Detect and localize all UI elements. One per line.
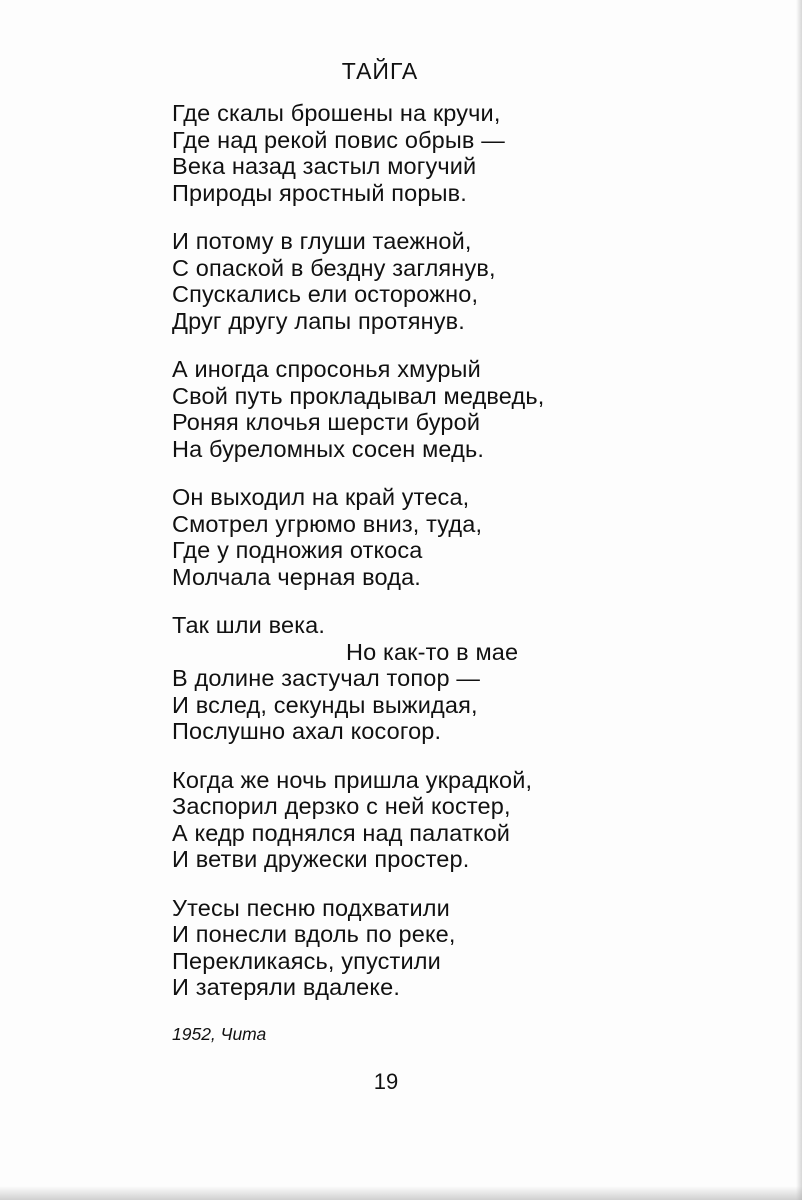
poem-title: ТАЙГА xyxy=(341,58,419,84)
poem-line: С опаской в бездну заглянув, xyxy=(172,254,496,281)
poem-line: Послушно ахал косогор. xyxy=(172,718,442,744)
poem-line: И вслед, секунды выжидая, xyxy=(172,691,478,718)
poem-line: Когда же ночь пришла украдкой, xyxy=(172,766,533,793)
poem-line: Он выходил на край утеса, xyxy=(172,484,470,510)
poem-line: И ветви дружески простер. xyxy=(172,846,470,872)
poem-line: Друг другу лапы протянув. xyxy=(172,307,465,334)
poem-line: Спускались ели осторожно, xyxy=(172,281,479,307)
poem-line: Заспорил дерзко с ней костер, xyxy=(172,793,511,819)
poem-line-indented: Но как-то в мае xyxy=(346,638,519,665)
poem-line: Смотрел угрюмо вниз, туда, xyxy=(172,510,483,537)
poem-line: Так шли века. xyxy=(172,612,326,638)
poem-line: Перекликаясь, упустили xyxy=(172,947,441,974)
stanza-4 xyxy=(172,484,692,590)
poem-line: А кедр поднялся над палаткой xyxy=(172,819,511,846)
poem-line: В долине застучал топор — xyxy=(172,665,481,691)
stanza-1 xyxy=(172,100,692,206)
poem-line: Утесы песню подхватили xyxy=(172,894,450,921)
page-edge-shadow xyxy=(796,0,802,1200)
poem-line: А иногда спросонья хмурый xyxy=(172,356,481,382)
poem-date-place: 1952, Чита xyxy=(172,1024,267,1044)
poem-line: Века назад застыл могучий xyxy=(172,153,477,179)
stanza-2 xyxy=(172,228,692,334)
poem-line: Где у подножия откоса xyxy=(172,537,423,563)
poem-line: Где над рекой повис обрыв — xyxy=(172,126,505,153)
poem-line: Роняя клочья шерсти бурой xyxy=(172,409,481,435)
page-bottom-shadow xyxy=(0,1186,802,1200)
stanza-3 xyxy=(172,356,692,462)
poem-line: Молчала черная вода. xyxy=(172,563,421,590)
page-number: 19 xyxy=(373,1069,399,1094)
poem-line: И понесли вдоль по реке, xyxy=(172,921,456,947)
poem-line: Где скалы брошены на кручи, xyxy=(172,100,501,126)
poem-line: На буреломных сосен медь. xyxy=(172,435,485,462)
stanza-5 xyxy=(172,612,692,745)
poem-line: И потому в глуши таежной, xyxy=(172,228,472,254)
poem-line: Свой путь прокладывал медведь, xyxy=(172,382,545,409)
poem-body xyxy=(172,100,692,1023)
poem-line: Природы яростный порыв. xyxy=(172,179,467,206)
stanza-6 xyxy=(172,767,692,873)
poem-line: И затеряли вдалеке. xyxy=(172,974,400,1000)
stanza-7 xyxy=(172,895,692,1001)
